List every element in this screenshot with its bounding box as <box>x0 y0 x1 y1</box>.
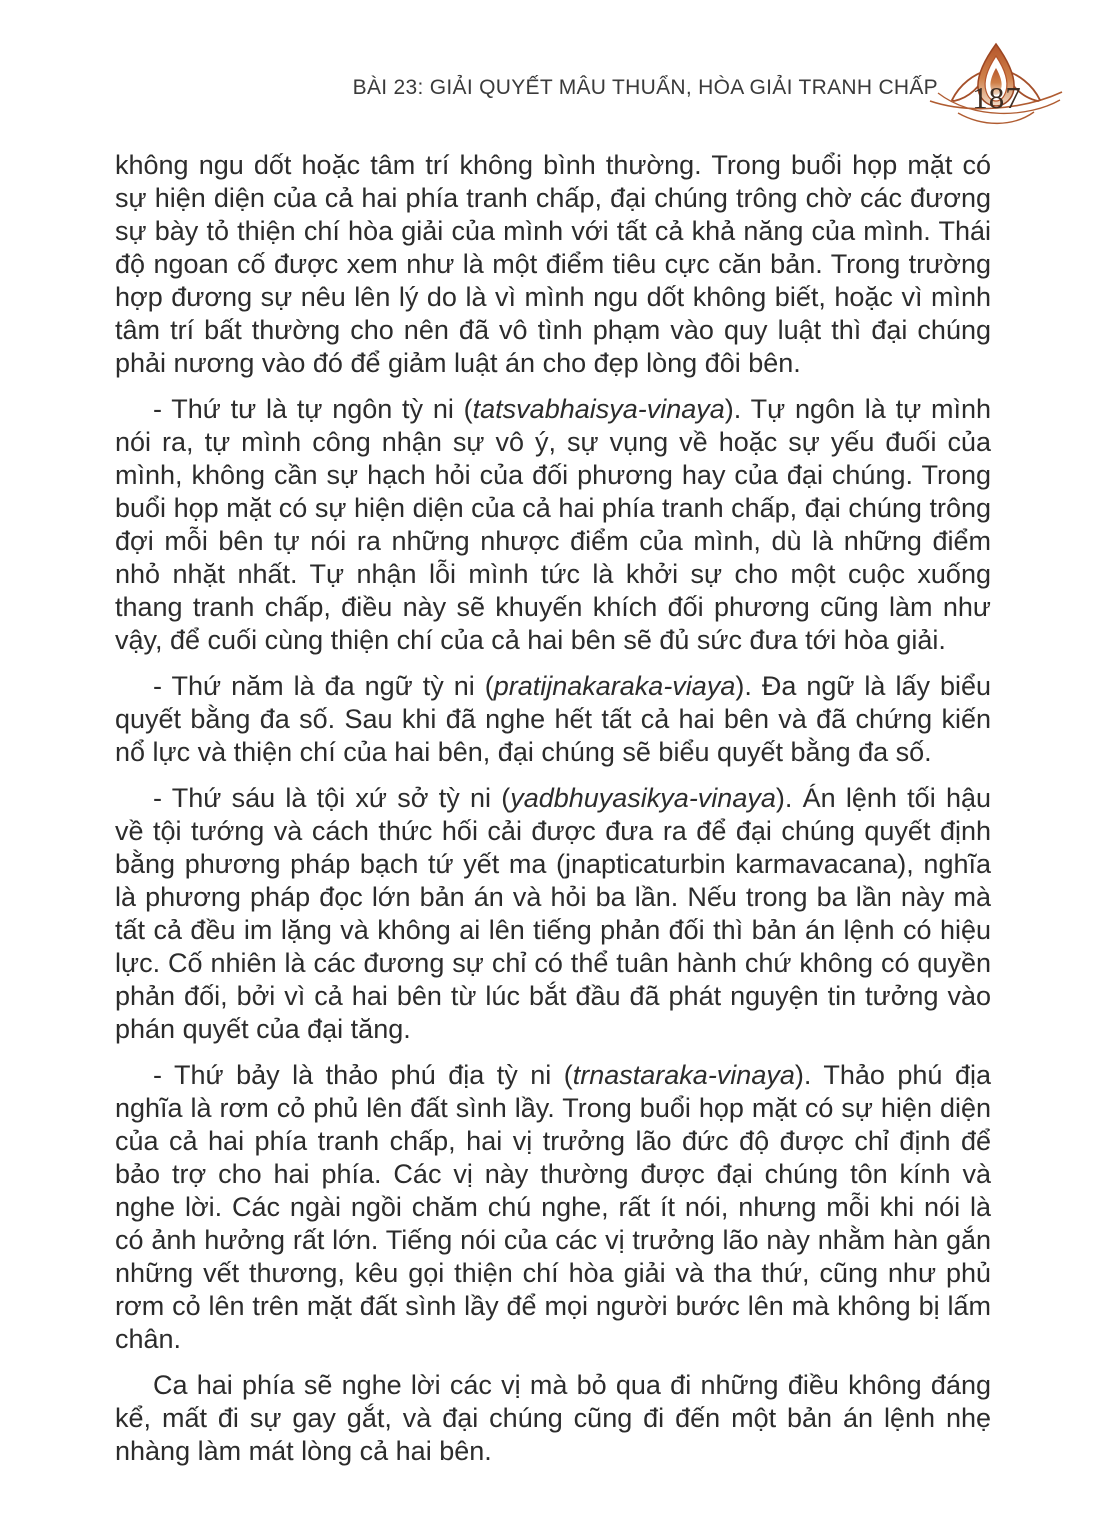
text-body <box>115 149 991 1468</box>
paragraph <box>115 1369 991 1468</box>
paragraph-text: không ngu dốt hoặc tâm trí không bình thường. Trong buổi họp mặt có sự hiện diện của cả hai phía tranh chấp, đại chúng trông chờ các đương sự bày tỏ thiện chí hòa giải của mình với tất cả khả năng của mình. Thái độ ngoan cố được xem như là một điểm tiêu cực căn bản. Trong trường hợp đương sự nêu lên lý do là vì mình ngu dốt không biết, hoặc vì mình tâm trí bất thường cho nên đã vô tình phạm vào quy luật thì đại chúng phải nương vào đó để giảm luật án cho đẹp lòng đôi bên. <box>115 150 991 378</box>
paragraph-text: - Thứ tư là tự ngôn tỳ ni ( <box>153 394 473 424</box>
term-italic: tatsvabhaisya-vinaya <box>472 394 725 424</box>
paragraph <box>115 782 991 1046</box>
term-italic: yadbhuyasikya-vinaya <box>510 783 776 813</box>
paragraph <box>115 670 991 769</box>
chapter-running-title: BÀI 23: GIẢI QUYẾT MÂU THUẨN, HÒA GIẢI TRANH CHẤP <box>352 76 938 99</box>
paragraph-text: ). Đa ngữ là lấy biểu quyết bằng đa số. Sau khi đã nghe hết tất cả hai bên và đã chứng kiến nổ lực và thiện chí của hai bên, đại chúng sẽ biểu quyết bằng đa số. <box>115 671 991 767</box>
term-italic: pratijnakaraka-viaya <box>493 671 736 701</box>
paragraph-text: ). Thảo phú địa nghĩa là rơm cỏ phủ lên đất sình lầy. Trong buổi họp mặt có sự hiện diện của cả hai phía tranh chấp, hai vị trưởng lão đức độ được chỉ định để bảo trợ cho hai phía. Các vị này thường được đại chúng tôn kính và nghe lời. Các ngài ngồi chăm chú nghe, rất ít nói, nhưng mỗi khi nói là có ảnh hưởng rất lớn. Tiếng nói của các vị trưởng lão này nhằm hàn gắn những vết thương, kêu gọi thiện chí hòa giải và tha thứ, cũng như phủ rơm cỏ lên trên mặt đất sình lầy để mọi người bước lên mà không bị lấm chân. <box>115 1060 991 1354</box>
term-italic: trnastaraka-vinaya <box>572 1060 795 1090</box>
paragraph-text: - Thứ bảy là thảo phú địa tỳ ni ( <box>153 1060 573 1090</box>
paragraph-text: ). Tự ngôn là tự mình nói ra, tự mình công nhận sự vô ý, sự vụng về hoặc sự yếu đuối của mình, không cần sự hạch hỏi của đối phương hay của đại chúng. Trong buổi họp mặt có sự hiện diện của cả hai phía tranh chấp, đại chúng trông đợi mỗi bên tự nói ra những nhược điểm của mình, dù là những điểm nhỏ nhặt nhất. Tự nhận lỗi mình tức là khởi sự cho một cuộc xuống thang tranh chấp, điều này sẽ khuyến khích đối phương cũng làm như vậy, để cuối cùng thiện chí của cả hai bên sẽ đủ sức đưa tới hòa giải. <box>115 394 991 655</box>
page-number: 187 <box>972 80 1022 115</box>
paragraph-text: - Thứ sáu là tội xứ sở tỳ ni ( <box>153 783 511 813</box>
paragraph-text: ). Án lệnh tối hậu về tội tướng và cách thức hối cải được đưa ra để đại chúng quyết định bằng phương pháp bạch tứ yết ma (jnapticaturbin karmavacana), nghĩa là phương pháp đọc lớn bản án và hỏi ba lần. Nếu trong ba lần này mà tất cả đều im lặng và không ai lên tiếng phản đối thì bản án lệnh có hiệu lực. Cố nhiên là các đương sự chỉ có thể tuân hành chứ không có quyền phản đối, bởi vì cả hai bên từ lúc bắt đầu đã phát nguyện tin tưởng vào phán quyết của đại tăng. <box>115 783 991 1044</box>
paragraph <box>115 1059 991 1356</box>
page-header <box>0 0 1106 140</box>
paragraph-text: - Thứ năm là đa ngữ tỳ ni ( <box>153 671 494 701</box>
paragraph <box>115 393 991 657</box>
paragraph-text: Ca hai phía sẽ nghe lời các vị mà bỏ qua đi những điều không đáng kể, mất đi sự gay gắt, và đại chúng cũng đi đến một bản án lệnh nhẹ nhàng làm mát lòng cả hai bên. <box>115 1370 991 1466</box>
paragraph <box>115 149 991 380</box>
lotus-page-ornament <box>928 40 1064 132</box>
